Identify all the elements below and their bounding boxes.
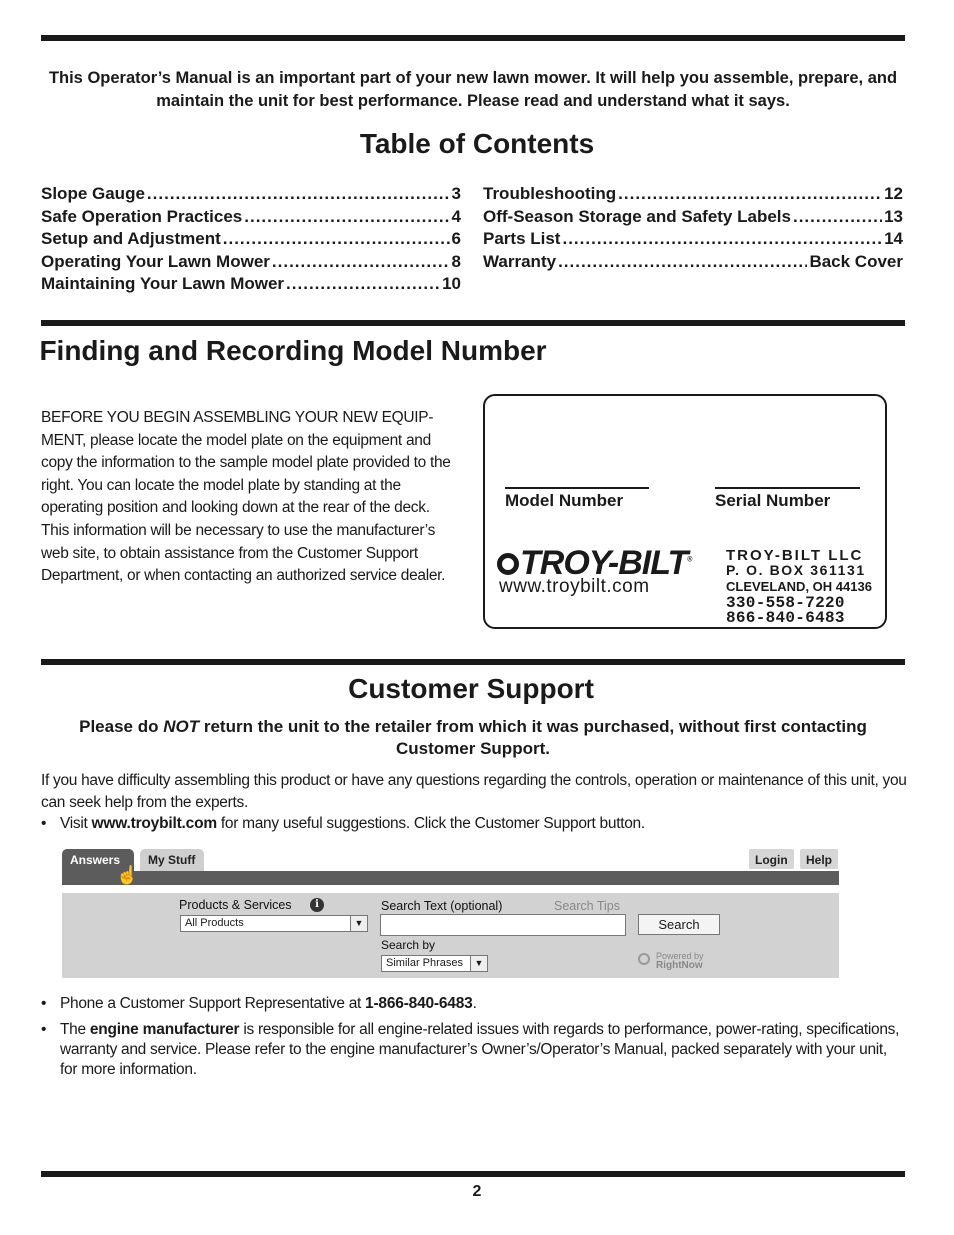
products-label: Products & Services [179, 898, 292, 912]
plate-url: www.troybilt.com [499, 576, 650, 597]
bullet-text: is responsible for all engine-related issues with regards to performance, power-rating, specifications, warranty and service. Please refer to the engine manufacturer’s Owner’s/Operator’s Manual, packed separately with your unit, for more information. [60, 1021, 900, 1078]
bullet-text: for many useful suggestions. Click the Customer Support button. [216, 815, 645, 832]
serial-number-label: Serial Number [715, 491, 831, 510]
powered-by-text: Powered by [656, 951, 704, 961]
model-instructions: BEFORE YOU BEGIN ASSEMBLING YOUR NEW EQUIP-MENT, please locate the model plate on the equipment and copy the information to the sample model plate provided to the right. You can locate the model plate by standing at the operating position and looking down at the rear of the deck. This information will be necessary to use the manufacturer’s web site, to obtain assistance from the Customer Support Department, or when contacting an authorized service dealer. [41, 409, 451, 585]
toc-entry-label: Maintaining Your Lawn Mower [41, 274, 285, 293]
toc-entry-label: Off-Season Storage and Safety Labels [483, 206, 791, 226]
products-select-value: All Products [185, 917, 244, 929]
toc-entry[interactable] [483, 207, 903, 230]
chevron-down-icon: ▼ [470, 956, 487, 971]
toc-entry-page: 4 [451, 206, 461, 226]
section-rule [41, 659, 905, 665]
plate-city: CLEVELAND, OH 44136 [726, 579, 872, 594]
toc-entry-label: Parts List [483, 229, 561, 248]
bullet-text: The [60, 1021, 90, 1038]
bullet-text: . [472, 995, 477, 1012]
intro-text: This Operator’s Manual is an important part of your new lawn mower. It will help you assemble, prepare, and maintain the unit for best performance. Please read and understand what it says. [48, 69, 898, 110]
toc-entry-page: 3 [451, 184, 461, 203]
phone-number: 1-866-840-6483 [365, 995, 473, 1012]
warning-not: NOT [163, 717, 200, 736]
toc-entry-page: Back Cover [809, 251, 903, 271]
toc-entry[interactable] [483, 229, 903, 252]
toc-entry-page: 12 [884, 184, 903, 203]
gear-logo-icon [497, 553, 519, 575]
model-section-title: Finding and Recording Model Number [39, 335, 547, 366]
toc-entry[interactable] [41, 252, 461, 275]
plate-company: TROY-BILT LLC [726, 547, 864, 564]
search-text-label: Search Text (optional) [381, 899, 503, 913]
bullet-icon: • [41, 995, 47, 1012]
section-rule [41, 320, 905, 326]
model-number-line [505, 487, 649, 489]
search-by-label: Search by [381, 938, 436, 952]
toc-entry-page: 10 [442, 274, 461, 293]
plate-phone-1: 330-558-7220 [726, 594, 845, 612]
toc-entry[interactable] [41, 229, 461, 252]
toc-entry-page: 13 [884, 206, 903, 226]
bullet-text: Visit [60, 815, 92, 832]
toc-entry[interactable] [483, 184, 903, 207]
toc-entry-label: Setup and Adjustment [41, 229, 221, 248]
tab-my-stuff[interactable]: My Stuff [140, 849, 204, 871]
toc-entry-label: Slope Gauge [41, 184, 145, 203]
support-paragraph: If you have difficulty assembling this product or have any questions regarding the controls, operation or maintenance of this unit, you can seek help from the experts. [41, 772, 907, 811]
rightnow-logo-icon [638, 953, 650, 965]
toc-entry[interactable] [41, 184, 461, 207]
support-warning [41, 716, 905, 760]
plate-pobox: P. O. BOX 361131 [726, 562, 866, 578]
toc-entry[interactable] [41, 274, 461, 297]
plate-phone-2: 866-840-6483 [726, 609, 845, 627]
hand-cursor-icon: ☝ [116, 865, 139, 885]
toc-entry-label: Troubleshooting [483, 184, 617, 203]
bottom-rule [41, 1171, 905, 1177]
search-by-value: Similar Phrases [386, 957, 464, 969]
toc-title: Table of Contents [359, 128, 595, 159]
page-number: 2 [472, 1183, 482, 1200]
tab-bar-strip [62, 871, 839, 885]
toc-entry-label: Safe Operation Practices [41, 206, 243, 226]
toc-entry-label: Operating Your Lawn Mower [41, 251, 270, 271]
bullet-icon: • [41, 815, 47, 832]
powered-brand: RightNow [656, 960, 703, 971]
toc-entry-label: Warranty [483, 251, 557, 271]
logo-text: TROY-BILT [520, 544, 688, 582]
tab-answers-label: Answers [70, 853, 121, 867]
troy-bilt-logo: TROY-BILT® [497, 544, 691, 583]
toc-entry-page: 8 [451, 251, 461, 271]
top-rule [41, 35, 905, 41]
serial-number-line [715, 487, 860, 489]
search-button[interactable]: Search [638, 914, 720, 935]
engine-manufacturer-text: engine manufacturer [89, 1021, 240, 1038]
login-button[interactable]: Login [749, 849, 794, 869]
search-input[interactable] [380, 914, 626, 936]
toc-right-column [483, 184, 903, 274]
support-search-widget [62, 849, 839, 978]
search-by-select[interactable] [381, 955, 488, 972]
toc-entry[interactable] [483, 252, 903, 275]
model-plate [483, 394, 887, 629]
toc-entry-page: 14 [884, 229, 903, 248]
website-link[interactable]: www.troybilt.com [91, 815, 217, 832]
search-tips-link[interactable]: Search Tips [554, 899, 621, 913]
toc-entry[interactable] [41, 207, 461, 230]
support-section-title: Customer Support [348, 673, 594, 704]
bullet-icon: • [41, 1021, 47, 1038]
warning-text: return the unit to the retailer from which it was purchased, without first contacting Customer Support. [199, 717, 867, 758]
model-number-label: Model Number [505, 491, 624, 510]
toc-left-column [41, 184, 461, 297]
help-button[interactable]: Help [800, 849, 838, 869]
warning-text: Please do [79, 717, 164, 736]
bullet-text: Phone a Customer Support Representative at [60, 995, 366, 1012]
chevron-down-icon: ▼ [350, 916, 367, 931]
products-select[interactable] [180, 915, 368, 932]
toc-entry-page: 6 [451, 229, 461, 248]
info-icon[interactable]: i [310, 898, 324, 912]
tab-answers[interactable] [62, 849, 139, 885]
